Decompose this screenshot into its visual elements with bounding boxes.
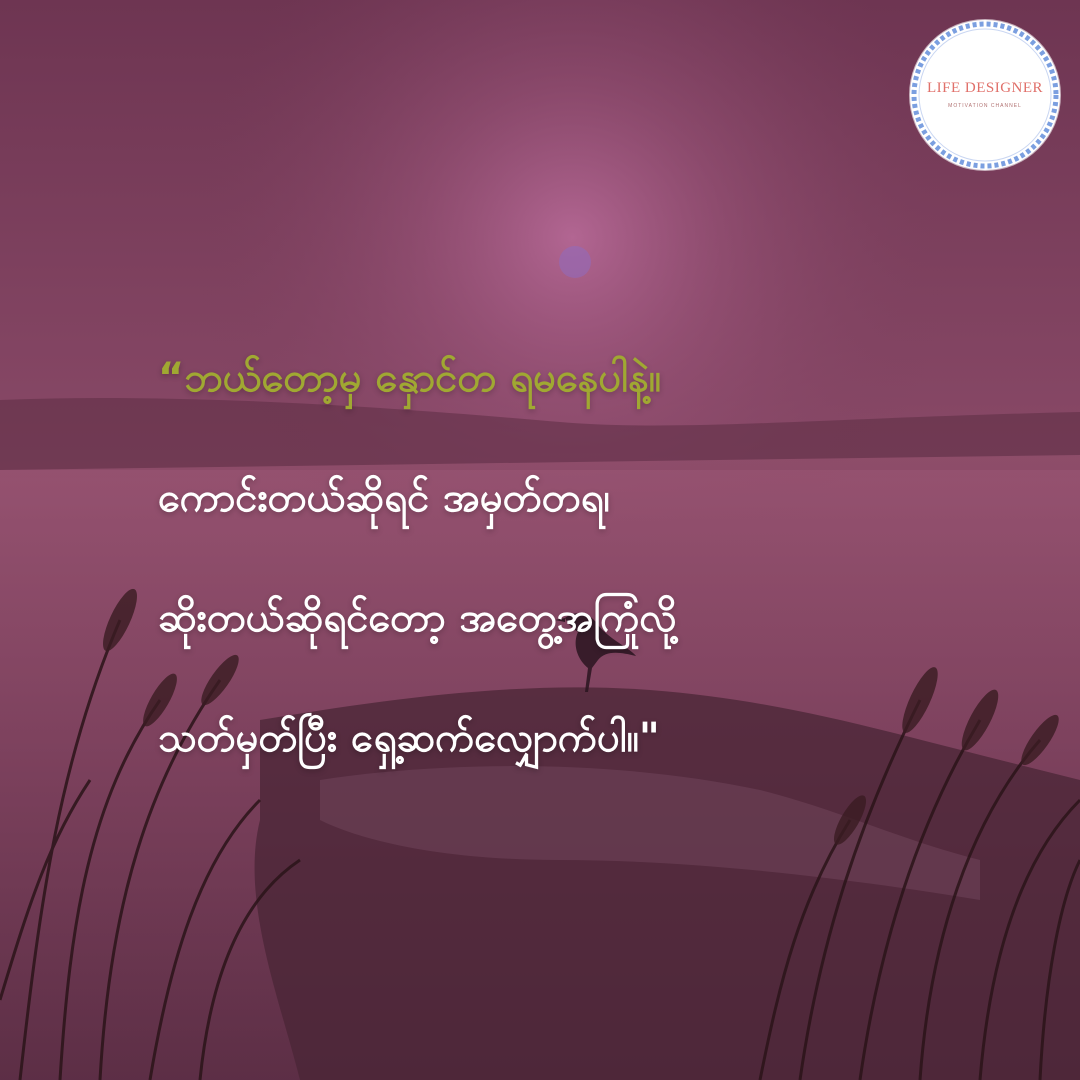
quote-block: [158, 318, 1058, 798]
logo-title: LIFE DESIGNER: [926, 80, 1044, 96]
quote-line-1: “ဘယ်တော့မှ နှောင်တ ရမနေပါနဲ့။: [158, 355, 661, 401]
quote-line-4: သတ်မှတ်ပြီး ရှေ့ဆက်လျှောက်ပါ။": [158, 715, 660, 761]
quote-line-2: ကောင်းတယ်ဆိုရင် အမှတ်တရ၊: [158, 475, 610, 521]
quote-line-3: ဆိုးတယ်ဆိုရင်တော့ အတွေ့အကြုံလို့: [158, 595, 677, 641]
logo-subtitle: MOTIVATION CHANNEL: [948, 103, 1022, 109]
logo-badge: [910, 20, 1060, 170]
sun: [559, 246, 591, 278]
